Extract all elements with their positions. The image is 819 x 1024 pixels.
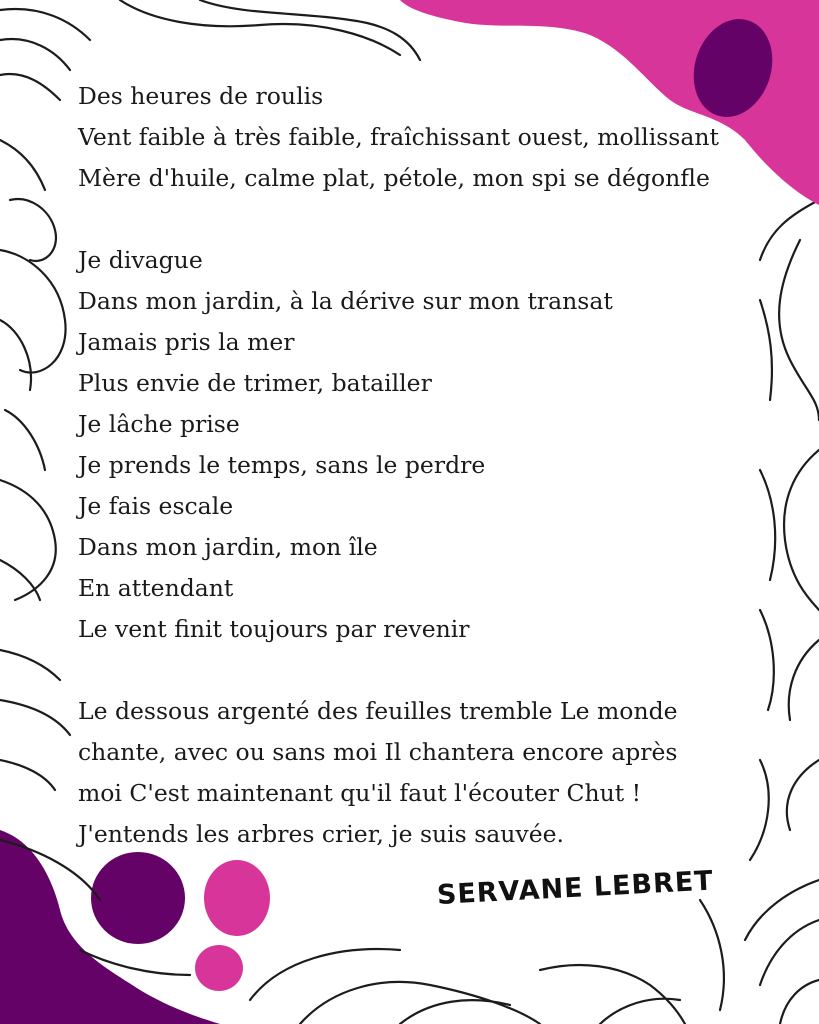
stanza-2: [78, 240, 758, 650]
poem-line: Je lâche prise: [78, 410, 240, 438]
poem-line: Dans mon jardin, à la dérive sur mon transat: [78, 287, 613, 315]
poem-line: Plus envie de trimer, batailler: [78, 369, 432, 397]
author-signature: SERVANE LEBRET: [436, 865, 715, 911]
purple-circle: [91, 852, 185, 944]
poem-line: Vent faible à très faible, fraîchissant ouest, mollissant: [78, 123, 719, 151]
poem-line: Je divague: [78, 246, 203, 274]
stanza-3: Le dessous argenté des feuilles tremble Le monde chante, avec ou sans moi Il chantera encore après moi C'est maintenant qu'il faut l'écouter Chut ! J'entends les arbres crier, je suis sauvée.: [78, 697, 678, 848]
poem-line: Dans mon jardin, mon île: [78, 533, 378, 561]
poem-line: En attendant: [78, 574, 234, 602]
poem-line: Je fais escale: [78, 492, 234, 520]
magenta-circle-large: [204, 860, 270, 936]
stanza-1: [78, 76, 758, 199]
magenta-circle-small: [195, 945, 243, 991]
poem-line: Le vent finit toujours par revenir: [78, 615, 470, 643]
poem: [78, 76, 758, 855]
poem-line: Jamais pris la mer: [78, 328, 295, 356]
poem-line: Je prends le temps, sans le perdre: [78, 451, 486, 479]
poem-line: Mère d'huile, calme plat, pétole, mon spi se dégonfle: [78, 164, 710, 192]
poem-line: Des heures de roulis: [78, 82, 324, 110]
